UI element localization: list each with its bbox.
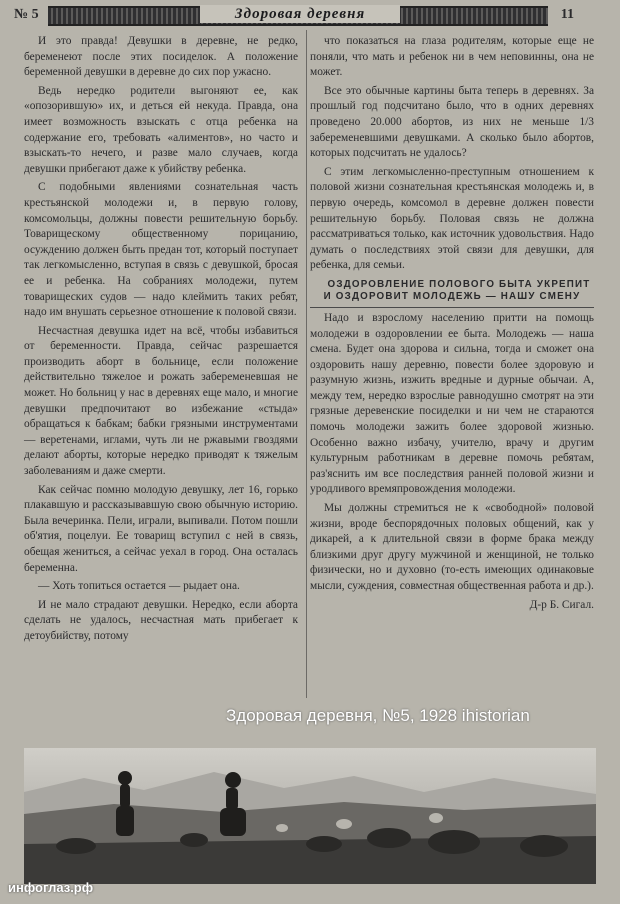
paragraph: что показаться на глаза родителям, которые еще не поняли, что мать и ребенок ни в чем неповинны, она не может.: [310, 35, 594, 79]
photo-mountain-pasture: [24, 748, 596, 884]
paragraph: Несчастная девушка идет на всё, чтобы избавиться от беременности. Правда, сейчас разрешается производить аборт в больнице, если положение действительно тяжелое и рожать забеременевшая не может. Но больниц у нас в деревнях еще мало, и многие девушки предпочитают во избежание «стыда» обращаться к бабкам; бабки грязными инструментами — веретенами, иглами, чуть ли не ржавыми гвоздями делают аборты, которые нередко приводят к тяжелым заболеваниям и даже смерти.: [24, 324, 298, 478]
left-column: [24, 34, 298, 694]
section-heading: ОЗДОРОВЛЕНИЕ ПОЛОВОГО БЫТА УКРЕПИТ И ОЗДОРОВИТ МОЛОДЕЖЬ — НАШУ СМЕНУ: [310, 277, 594, 308]
right-column: [310, 34, 594, 694]
paragraph: С этим легкомысленно-преступным отношением к половой жизни сознательная крестьянская молодежь и, в первую очередь, комсомол в деревне должен повести решительную борьбу. Половая связь не должна рассматриваться только, как источник удовольствия. Надо думать о последствиях этой связи для девушки, для ребенка, для семьи.: [310, 165, 594, 272]
column-divider: [306, 30, 307, 698]
site-watermark: инфоглаз.рф: [8, 880, 94, 895]
paragraph: С подобными явлениями сознательная часть крестьянской молодежи и, в первую голову, комсомольцы, должны повести решительную борьбу. Товарищескому общественному порицанию, осуждению должен быть предан тот, который поступает так легкомысленно, вступая в связь с девушкой, бросая ее и ребенка. На собраниях молодежи, путем товарищеских судов — надо клеймить таких ребят, надо им внушать серьезное отношение к половой связи.: [24, 181, 298, 319]
issue-number: № 5: [14, 7, 39, 22]
paragraph: Как сейчас помню молодую девушку, лет 16, горько плакавшую и рассказывавшую свою обычную историю. Была вечеринка. Пели, играли, выпивали. Потом пошли об'ятия, поцелуи. Ее товарищ вступил с ней в связь, обещая жениться, а сейчас уехал в город. Она осталась беременна.: [24, 483, 298, 574]
paragraph: И это правда! Девушки в деревне, не редко, беременеют после этих посиделок. А положение беременной девушки в деревне до сих пор ужасно.: [24, 35, 298, 79]
paragraph: Все это обычные картины быта теперь в деревнях. За прошлый год подсчитано было, что в одних деревнях проведено 20.000 абортов, из них не меньше 1/3 забеременевшими девушками. А сколько было абортов, которых подсчитать не удалось?: [310, 84, 594, 160]
paragraph: И не мало страдают девушки. Нередко, если аборта сделать не удалось, несчастная мать прибегает к детоубийству, потому: [24, 598, 298, 642]
author-signature: Д-р Б. Сигал.: [529, 598, 594, 611]
photo-illustration: [24, 748, 596, 884]
overlay-caption: Здоровая деревня, №5, 1928 ihistorian: [226, 706, 530, 725]
paragraph: Надо и взрослому населению притти на помощь молодежи в оздоровлении ее быта. Молодежь — наша смена. Будет она здорова и сильна, тогда и сможет она оздоровить нашу деревню, повести более здоровую и разумную жизнь, изжить вредные и дурные обычаи. А, между тем, нередко взрослые равнодушно смотрят на эти грязные деревенские посиделки и ни чем не стараются помочь молодежи зажить более здоровой жизнью. Особенно важно избачу, учителю, врачу и другим культурным работникам в деревне помочь ребятам, раз'яснить им все последствия ранней половой жизни и уродливого времяпровождения молодежи.: [310, 311, 594, 496]
paragraph: — Хоть топиться остается — рыдает она.: [38, 580, 240, 593]
page-number: 11: [560, 7, 574, 22]
magazine-title: Здоровая деревня: [200, 5, 400, 23]
paragraph: Мы должны стремиться не к «свободной» половой жизни, вроде беспорядочных половых общений, как у дикарей, а к длительной связи в форме брака между близкими друг другу мужчиной и женщиной, не только физически, но и духовно (то-есть имеющих одинаковые мысли, суждения, совместная общественная работа и др.).: [310, 502, 594, 592]
paragraph: Ведь нередко родители выгоняют ее, как «опозорившую» их, и деться ей некуда. Правда, она имеет возможность взыскать с отца ребенка на содержание его, требовать «алиментов», но часто и взыскать-то нечего, и разве мало случаев, когда девушки прибегают даже к убийству ребенка.: [24, 84, 298, 175]
